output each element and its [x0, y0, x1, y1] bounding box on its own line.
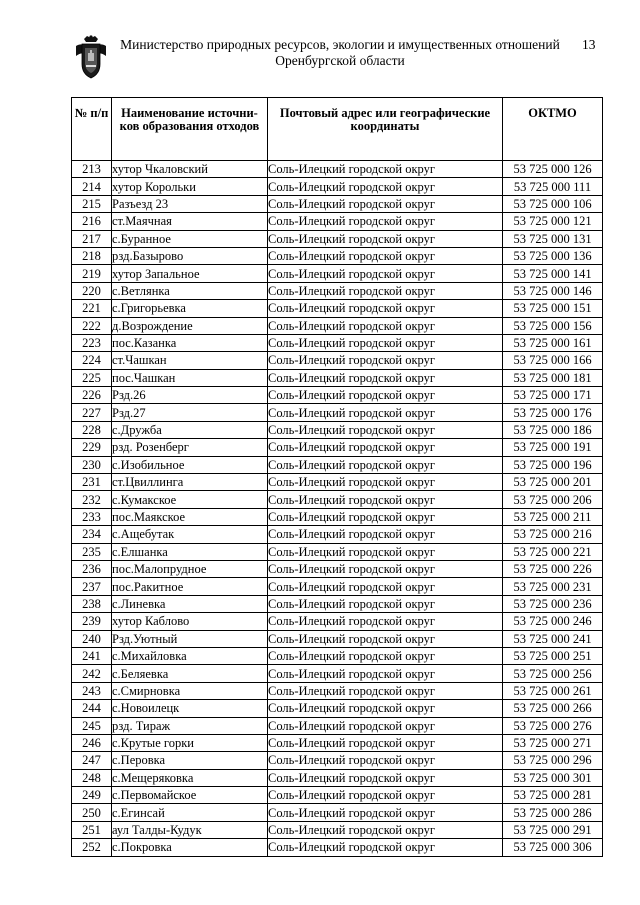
- table-row: [72, 265, 603, 282]
- address-cell: Соль-Илецкий городской округ: [268, 630, 503, 647]
- row-number: 215: [72, 195, 112, 212]
- address-cell: Соль-Илецкий городской округ: [268, 352, 503, 369]
- row-number: 226: [72, 387, 112, 404]
- address-cell: Соль-Илецкий городской округ: [268, 161, 503, 178]
- source-name: с.Егинсай: [112, 804, 268, 821]
- table-row: [72, 647, 603, 664]
- oktmo-code: 53 725 000 156: [503, 317, 603, 334]
- source-name: с.Смирновка: [112, 682, 268, 699]
- address-cell: Соль-Илецкий городской округ: [268, 334, 503, 351]
- page-header: [0, 0, 640, 90]
- row-number: 229: [72, 439, 112, 456]
- source-name: с.Григорьевка: [112, 300, 268, 317]
- oktmo-code: 53 725 000 281: [503, 787, 603, 804]
- oktmo-code: 53 725 000 176: [503, 404, 603, 421]
- address-cell: Соль-Илецкий городской округ: [268, 474, 503, 491]
- row-number: 222: [72, 317, 112, 334]
- address-cell: Соль-Илецкий городской округ: [268, 613, 503, 630]
- oktmo-code: 53 725 000 306: [503, 839, 603, 856]
- table-row: [72, 752, 603, 769]
- source-name: с.Покровка: [112, 839, 268, 856]
- source-name: рзд.Базырово: [112, 247, 268, 264]
- address-cell: Соль-Илецкий городской округ: [268, 491, 503, 508]
- row-number: 247: [72, 752, 112, 769]
- table-row: [72, 560, 603, 577]
- oktmo-code: 53 725 000 161: [503, 334, 603, 351]
- table-row: [72, 821, 603, 838]
- table-row: [72, 161, 603, 178]
- source-name: с.Линевка: [112, 595, 268, 612]
- table-row: [72, 387, 603, 404]
- source-name: с.Первомайское: [112, 787, 268, 804]
- table-row: [72, 404, 603, 421]
- address-cell: Соль-Илецкий городской округ: [268, 247, 503, 264]
- row-number: 243: [72, 682, 112, 699]
- column-header-address: Почтовый адрес или географические координаты: [268, 98, 503, 161]
- oktmo-code: 53 725 000 301: [503, 769, 603, 786]
- row-number: 238: [72, 595, 112, 612]
- table-row: [72, 300, 603, 317]
- oktmo-code: 53 725 000 141: [503, 265, 603, 282]
- source-name: ст.Маячная: [112, 213, 268, 230]
- source-name: с.Буранное: [112, 230, 268, 247]
- source-name: рзд. Тираж: [112, 717, 268, 734]
- table-row: [72, 317, 603, 334]
- page-number: 13: [582, 37, 596, 52]
- oktmo-code: 53 725 000 106: [503, 195, 603, 212]
- oktmo-code: 53 725 000 111: [503, 178, 603, 195]
- row-number: 233: [72, 508, 112, 525]
- table-row: [72, 178, 603, 195]
- table-row: [72, 369, 603, 386]
- table-row: [72, 734, 603, 751]
- row-number: 239: [72, 613, 112, 630]
- source-name: с.Крутые горки: [112, 734, 268, 751]
- address-cell: Соль-Илецкий городской округ: [268, 839, 503, 856]
- row-number: 213: [72, 161, 112, 178]
- row-number: 237: [72, 578, 112, 595]
- address-cell: Соль-Илецкий городской округ: [268, 439, 503, 456]
- source-name: с.Дружба: [112, 421, 268, 438]
- oktmo-code: 53 725 000 186: [503, 421, 603, 438]
- row-number: 216: [72, 213, 112, 230]
- address-cell: Соль-Илецкий городской округ: [268, 213, 503, 230]
- table-row: [72, 769, 603, 786]
- source-name: хутор Корольки: [112, 178, 268, 195]
- source-name: пос.Малопрудное: [112, 560, 268, 577]
- address-cell: Соль-Илецкий городской округ: [268, 647, 503, 664]
- row-number: 230: [72, 456, 112, 473]
- table-body: [72, 161, 603, 857]
- row-number: 217: [72, 230, 112, 247]
- source-name: с.Кумакское: [112, 491, 268, 508]
- address-cell: Соль-Илецкий городской округ: [268, 265, 503, 282]
- row-number: 221: [72, 300, 112, 317]
- address-cell: Соль-Илецкий городской округ: [268, 787, 503, 804]
- table-row: [72, 717, 603, 734]
- row-number: 223: [72, 334, 112, 351]
- source-name: пос.Казанка: [112, 334, 268, 351]
- oktmo-code: 53 725 000 251: [503, 647, 603, 664]
- source-name: с.Изобильное: [112, 456, 268, 473]
- table-row: [72, 195, 603, 212]
- row-number: 227: [72, 404, 112, 421]
- address-cell: Соль-Илецкий городской округ: [268, 178, 503, 195]
- row-number: 249: [72, 787, 112, 804]
- address-cell: Соль-Илецкий городской округ: [268, 526, 503, 543]
- oktmo-code: 53 725 000 266: [503, 700, 603, 717]
- address-cell: Соль-Илецкий городской округ: [268, 769, 503, 786]
- source-name: с.Елшанка: [112, 543, 268, 560]
- oktmo-code: 53 725 000 166: [503, 352, 603, 369]
- source-name: хутор Запальное: [112, 265, 268, 282]
- table-header-row: [72, 98, 603, 161]
- table-row: [72, 526, 603, 543]
- oktmo-code: 53 725 000 246: [503, 613, 603, 630]
- source-name: с.Михайловка: [112, 647, 268, 664]
- address-cell: Соль-Илецкий городской округ: [268, 560, 503, 577]
- address-cell: Соль-Илецкий городской округ: [268, 700, 503, 717]
- table-row: [72, 421, 603, 438]
- oktmo-code: 53 725 000 181: [503, 369, 603, 386]
- row-number: 252: [72, 839, 112, 856]
- address-cell: Соль-Илецкий городской округ: [268, 717, 503, 734]
- row-number: 241: [72, 647, 112, 664]
- table-row: [72, 282, 603, 299]
- oktmo-code: 53 725 000 221: [503, 543, 603, 560]
- address-cell: Соль-Илецкий городской округ: [268, 456, 503, 473]
- row-number: 228: [72, 421, 112, 438]
- table-row: [72, 334, 603, 351]
- row-number: 224: [72, 352, 112, 369]
- source-name: рзд. Розенберг: [112, 439, 268, 456]
- table-row: [72, 491, 603, 508]
- row-number: 232: [72, 491, 112, 508]
- column-header-name: Наименование источни-ков образования отходов: [112, 98, 268, 161]
- address-cell: Соль-Илецкий городской округ: [268, 421, 503, 438]
- oktmo-code: 53 725 000 261: [503, 682, 603, 699]
- row-number: 236: [72, 560, 112, 577]
- row-number: 225: [72, 369, 112, 386]
- oktmo-code: 53 725 000 216: [503, 526, 603, 543]
- row-number: 248: [72, 769, 112, 786]
- row-number: 245: [72, 717, 112, 734]
- table-row: [72, 682, 603, 699]
- source-name: пос.Ракитное: [112, 578, 268, 595]
- source-name: с.Перовка: [112, 752, 268, 769]
- source-name: аул Талды-Кудук: [112, 821, 268, 838]
- oktmo-code: 53 725 000 136: [503, 247, 603, 264]
- address-cell: Соль-Илецкий городской округ: [268, 300, 503, 317]
- address-cell: Соль-Илецкий городской округ: [268, 595, 503, 612]
- oktmo-code: 53 725 000 191: [503, 439, 603, 456]
- source-name: хутор Каблово: [112, 613, 268, 630]
- address-cell: Соль-Илецкий городской округ: [268, 387, 503, 404]
- source-name: с.Ащебутак: [112, 526, 268, 543]
- table-row: [72, 665, 603, 682]
- table-row: [72, 804, 603, 821]
- oktmo-code: 53 725 000 236: [503, 595, 603, 612]
- table-row: [72, 595, 603, 612]
- row-number: 250: [72, 804, 112, 821]
- address-cell: Соль-Илецкий городской округ: [268, 317, 503, 334]
- source-name: пос.Маякское: [112, 508, 268, 525]
- table-row: [72, 352, 603, 369]
- table-row: [72, 230, 603, 247]
- address-cell: Соль-Илецкий городской округ: [268, 804, 503, 821]
- ministry-title: [120, 37, 560, 69]
- address-cell: Соль-Илецкий городской округ: [268, 682, 503, 699]
- address-cell: Соль-Илецкий городской округ: [268, 752, 503, 769]
- table-row: [72, 700, 603, 717]
- row-number: 246: [72, 734, 112, 751]
- address-cell: Соль-Илецкий городской округ: [268, 369, 503, 386]
- row-number: 240: [72, 630, 112, 647]
- oktmo-code: 53 725 000 286: [503, 804, 603, 821]
- oktmo-code: 53 725 000 126: [503, 161, 603, 178]
- source-name: хутор Чкаловский: [112, 161, 268, 178]
- row-number: 235: [72, 543, 112, 560]
- column-header-oktmo: ОКТМО: [503, 98, 603, 161]
- source-name: ст.Чашкан: [112, 352, 268, 369]
- address-cell: Соль-Илецкий городской округ: [268, 578, 503, 595]
- oktmo-code: 53 725 000 201: [503, 474, 603, 491]
- address-cell: Соль-Илецкий городской округ: [268, 404, 503, 421]
- oktmo-code: 53 725 000 121: [503, 213, 603, 230]
- oktmo-code: 53 725 000 171: [503, 387, 603, 404]
- column-header-num: № п/п: [72, 98, 112, 161]
- oktmo-code: 53 725 000 271: [503, 734, 603, 751]
- table-row: [72, 543, 603, 560]
- oktmo-code: 53 725 000 256: [503, 665, 603, 682]
- table-row: [72, 630, 603, 647]
- source-name: Разъезд 23: [112, 195, 268, 212]
- source-name: пос.Чашкан: [112, 369, 268, 386]
- table-row: [72, 578, 603, 595]
- oktmo-code: 53 725 000 276: [503, 717, 603, 734]
- oktmo-code: 53 725 000 196: [503, 456, 603, 473]
- table-row: [72, 456, 603, 473]
- table-row: [72, 213, 603, 230]
- oktmo-code: 53 725 000 131: [503, 230, 603, 247]
- table-row: [72, 439, 603, 456]
- row-number: 234: [72, 526, 112, 543]
- source-name: д.Возрождение: [112, 317, 268, 334]
- source-name: ст.Цвиллинга: [112, 474, 268, 491]
- ministry-title-line1: Министерство природных ресурсов, экологии и имущественных отношений: [120, 37, 560, 52]
- row-number: 218: [72, 247, 112, 264]
- row-number: 214: [72, 178, 112, 195]
- row-number: 220: [72, 282, 112, 299]
- source-name: с.Ветлянка: [112, 282, 268, 299]
- address-cell: Соль-Илецкий городской округ: [268, 665, 503, 682]
- source-name: Рзд.26: [112, 387, 268, 404]
- oktmo-code: 53 725 000 241: [503, 630, 603, 647]
- address-cell: Соль-Илецкий городской округ: [268, 230, 503, 247]
- waste-sources-table: [71, 97, 603, 857]
- source-name: Рзд.27: [112, 404, 268, 421]
- address-cell: Соль-Илецкий городской округ: [268, 195, 503, 212]
- oktmo-code: 53 725 000 206: [503, 491, 603, 508]
- source-name: с.Новоилецк: [112, 700, 268, 717]
- address-cell: Соль-Илецкий городской округ: [268, 734, 503, 751]
- address-cell: Соль-Илецкий городской округ: [268, 508, 503, 525]
- source-name: Рзд.Уютный: [112, 630, 268, 647]
- table-row: [72, 247, 603, 264]
- table-row: [72, 787, 603, 804]
- oktmo-code: 53 725 000 146: [503, 282, 603, 299]
- coat-of-arms-icon: [74, 34, 108, 80]
- table-row: [72, 839, 603, 856]
- table-row: [72, 613, 603, 630]
- oktmo-code: 53 725 000 291: [503, 821, 603, 838]
- oktmo-code: 53 725 000 231: [503, 578, 603, 595]
- row-number: 244: [72, 700, 112, 717]
- oktmo-code: 53 725 000 296: [503, 752, 603, 769]
- address-cell: Соль-Илецкий городской округ: [268, 821, 503, 838]
- address-cell: Соль-Илецкий городской округ: [268, 282, 503, 299]
- table-row: [72, 508, 603, 525]
- ministry-title-line2: Оренбургской области: [275, 53, 405, 68]
- source-name: с.Мещеряковка: [112, 769, 268, 786]
- source-name: с.Беляевка: [112, 665, 268, 682]
- row-number: 219: [72, 265, 112, 282]
- table-row: [72, 474, 603, 491]
- oktmo-code: 53 725 000 151: [503, 300, 603, 317]
- oktmo-code: 53 725 000 226: [503, 560, 603, 577]
- oktmo-code: 53 725 000 211: [503, 508, 603, 525]
- address-cell: Соль-Илецкий городской округ: [268, 543, 503, 560]
- row-number: 231: [72, 474, 112, 491]
- row-number: 251: [72, 821, 112, 838]
- row-number: 242: [72, 665, 112, 682]
